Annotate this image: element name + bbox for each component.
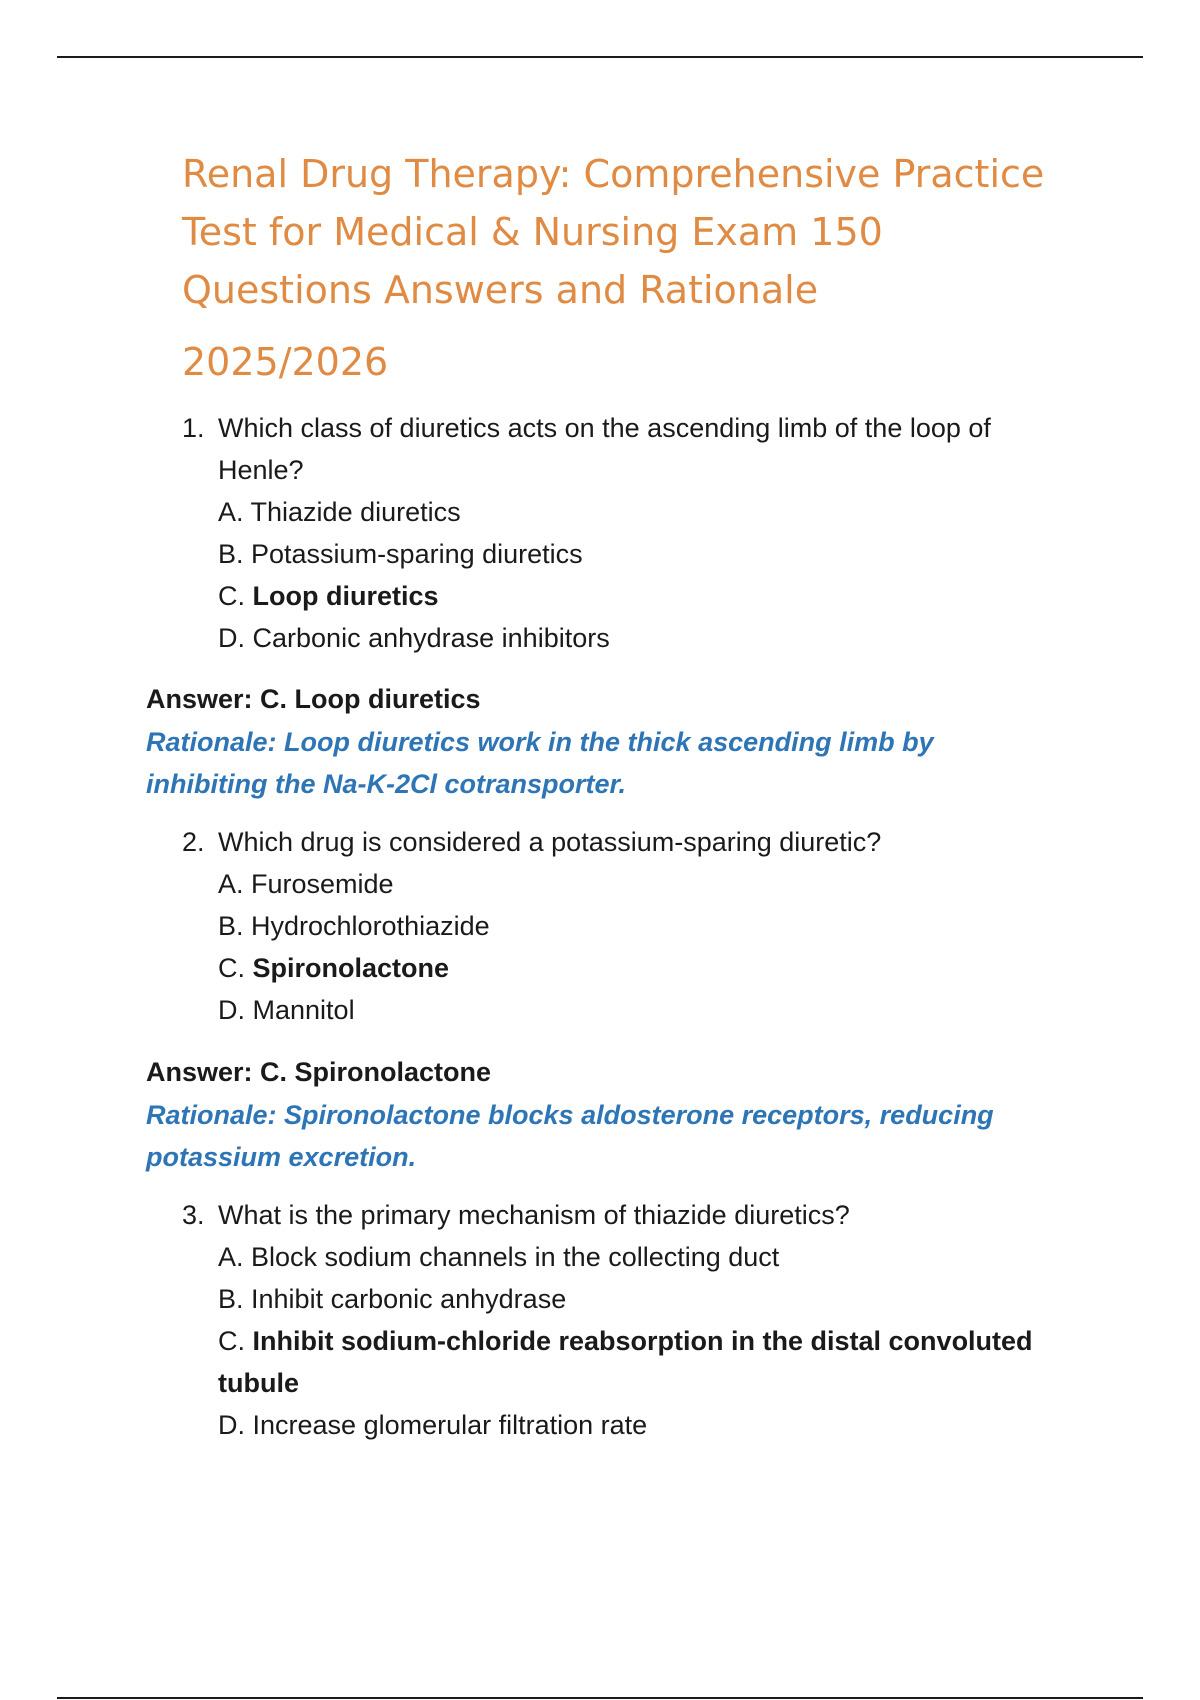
option-c-correct: C. Inhibit sodium-chloride reabsorption in the distal convoluted tubule <box>218 1326 1033 1398</box>
question-stem <box>182 821 1102 863</box>
question-text-line: Which drug is considered a potassium-sparing diuretic? <box>218 827 882 857</box>
option-a: A. Block sodium channels in the collecting duct <box>218 1242 780 1272</box>
option-c-correct: C. Loop diuretics <box>218 581 439 611</box>
question-2 <box>182 821 1102 1031</box>
title-line: Questions Answers and Rationale <box>182 268 819 312</box>
option-d: D. Mannitol <box>218 995 355 1025</box>
option-d: D. Increase glomerular filtration rate <box>218 1410 648 1440</box>
title-line: Test for Medical & Nursing Exam 150 <box>182 210 883 254</box>
option-b: B. Potassium-sparing diuretics <box>218 539 583 569</box>
title-year: 2025/2026 <box>182 340 389 384</box>
question-text-line: Which class of diuretics acts on the ascending limb of the loop of <box>218 413 991 443</box>
rationale-1: Rationale: Loop diuretics work in the thick ascending limb by inhibiting the Na-K-2Cl cotransporter. <box>146 727 934 799</box>
question-text-line: Henle? <box>218 455 304 485</box>
title-line: Renal Drug Therapy: Comprehensive Practice <box>182 152 1045 196</box>
option-c-correct: C. Spironolactone <box>218 953 450 983</box>
question-number: 2. <box>182 827 205 857</box>
option-a: A. Thiazide diuretics <box>218 497 461 527</box>
option-b: B. Hydrochlorothiazide <box>218 911 490 941</box>
option-b: B. Inhibit carbonic anhydrase <box>218 1284 567 1314</box>
top-rule <box>57 56 1143 58</box>
rationale-2: Rationale: Spironolactone blocks aldosterone receptors, reducing potassium excretion. <box>146 1100 994 1172</box>
answer-1: Answer: C. Loop diuretics <box>146 684 481 714</box>
question-3 <box>182 1194 1102 1446</box>
question-number: 1. <box>182 413 205 443</box>
option-a: A. Furosemide <box>218 869 394 899</box>
bottom-rule <box>57 1697 1143 1699</box>
question-number: 3. <box>182 1200 205 1230</box>
option-d: D. Carbonic anhydrase inhibitors <box>218 623 610 653</box>
answer-2: Answer: C. Spironolactone <box>146 1057 492 1087</box>
page-title <box>182 145 1102 319</box>
question-text-line: What is the primary mechanism of thiazide diuretics? <box>218 1200 850 1230</box>
question-stem <box>182 1194 1102 1236</box>
question-1 <box>182 407 1102 659</box>
question-stem <box>182 407 1102 491</box>
